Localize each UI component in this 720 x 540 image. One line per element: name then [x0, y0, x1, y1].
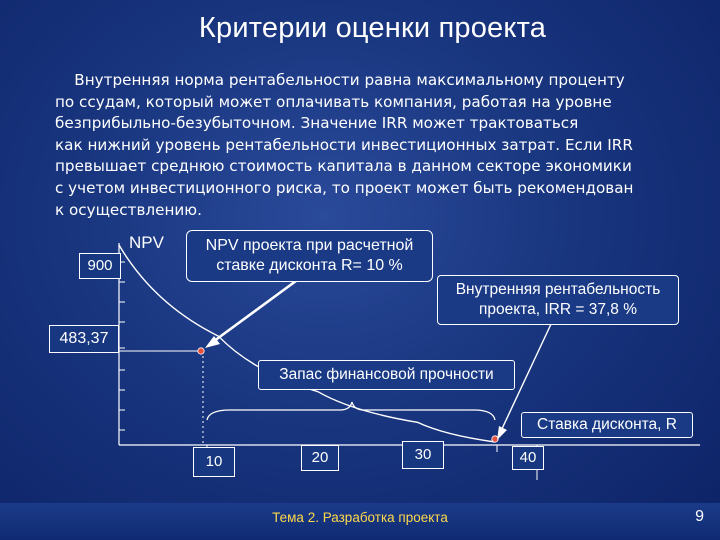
arrow-irr-head: [497, 426, 507, 440]
footer-title: Тема 2. Разработка проекта: [272, 510, 448, 525]
paragraph-line: Внутренняя норма рентабельности равна максимальному проценту: [55, 71, 625, 89]
x-tick-40: 40: [512, 446, 544, 470]
y-tick-900: 900: [79, 253, 121, 279]
paragraph-line: по ссудам, который может оплачивать компания, работая на уровне: [55, 92, 612, 111]
x-tick-20: 20: [301, 445, 339, 471]
x-tick-30: 30: [402, 441, 444, 469]
point-npv-at-10: [198, 348, 204, 354]
x-tick-10: 10: [193, 447, 235, 477]
paragraph-line: превышает среднюю стоимость капитала в данном секторе экономики: [55, 157, 632, 176]
y-axis-ticks: [119, 262, 125, 430]
npv-annotation-box: [186, 230, 433, 282]
paragraph-line: безприбыльно-безубыточном. Значение IRR может трактоваться: [55, 114, 579, 133]
npv-annotation-line2: ставке дисконта R= 10 %: [216, 257, 403, 274]
slide-title: Критерии оценки проекта: [198, 12, 547, 44]
x-axis-label: Ставка дисконта, R: [521, 412, 693, 438]
y-tick-483: 483,37: [49, 325, 119, 353]
margin-box: Запас финансовой прочности: [258, 360, 515, 390]
page-number: 9: [695, 508, 704, 525]
irr-annotation-line2: проекта, IRR = 37,8 %: [479, 301, 637, 318]
x-axis-ticks: [207, 445, 537, 480]
paragraph-line: с учетом инвестиционного риска, то проект может быть рекомендован: [55, 178, 634, 197]
irr-annotation-box: [437, 275, 679, 325]
arrow-npv: [210, 278, 300, 344]
npv-annotation-line1: NPV проекта при расчетной: [205, 237, 414, 254]
margin-brace: [207, 402, 495, 420]
y-axis-label: NPV: [129, 233, 164, 252]
paragraph-line: к осуществлению.: [55, 200, 202, 219]
paragraph-line: как нижний уровень рентабельности инвестиционных затрат. Если IRR: [55, 135, 633, 154]
irr-annotation-line1: Внутренняя рентабельность: [455, 281, 661, 298]
